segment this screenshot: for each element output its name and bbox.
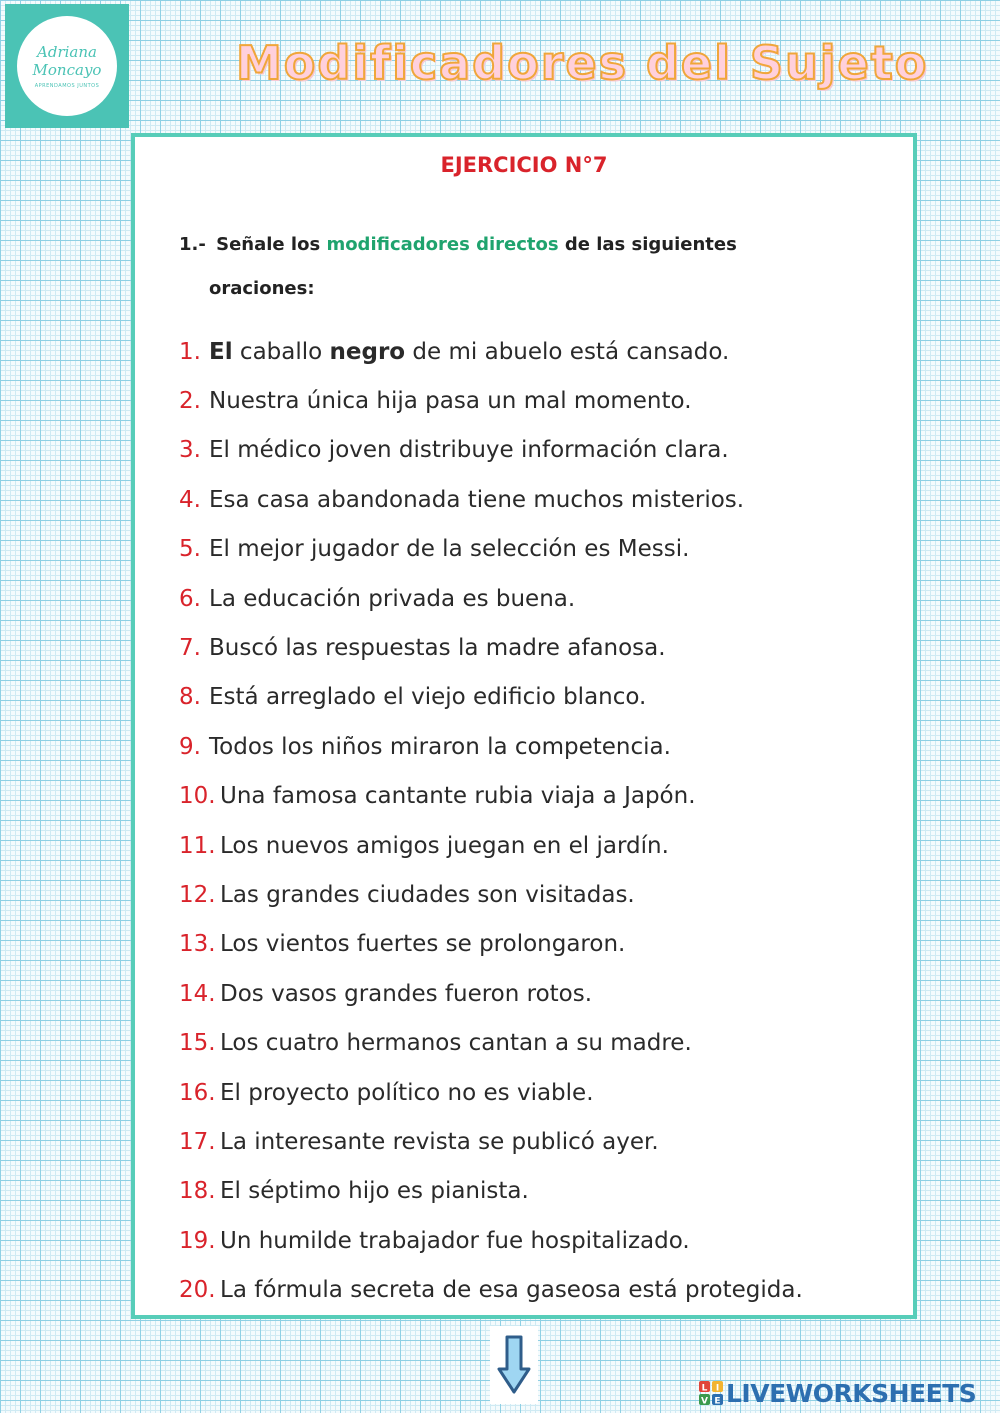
logo-badge bbox=[17, 16, 117, 116]
sentence-16 bbox=[179, 1068, 803, 1117]
sentence-number: 5. bbox=[179, 536, 201, 563]
sentence-text[interactable]: Buscó las respuestas la madre afanosa. bbox=[209, 635, 666, 662]
sentence-text bbox=[209, 339, 729, 365]
sentence-text[interactable]: La educación privada es buena. bbox=[209, 585, 576, 612]
sentence-text[interactable]: Los nuevos amigos juegan en el jardín. bbox=[220, 832, 669, 859]
sentence-text[interactable]: La interesante revista se publicó ayer. bbox=[220, 1128, 659, 1155]
sentence-number: 18. bbox=[179, 1178, 216, 1205]
instruction-part3: oraciones: bbox=[209, 278, 315, 299]
down-arrow-icon bbox=[497, 1335, 531, 1395]
sentence-number: 19. bbox=[179, 1227, 216, 1254]
sentence-2 bbox=[179, 376, 803, 425]
sentence-number: 10. bbox=[179, 783, 216, 810]
sentence-text[interactable]: Los cuatro hermanos cantan a su madre. bbox=[220, 1030, 692, 1057]
marked-word-negro[interactable]: negro bbox=[329, 338, 406, 365]
liveworksheets-brand[interactable] bbox=[698, 1378, 976, 1408]
sentence-number: 4. bbox=[179, 486, 201, 513]
instruction-text bbox=[179, 223, 819, 311]
sentence-number: 8. bbox=[179, 684, 201, 711]
sentence-text[interactable]: Todos los niños miraron la competencia. bbox=[209, 733, 671, 760]
sentence-text[interactable]: Una famosa cantante rubia viaja a Japón. bbox=[220, 783, 696, 810]
logo-name-line2: Moncayo bbox=[32, 61, 102, 79]
sentence-text[interactable]: Nuestra única hija pasa un mal momento. bbox=[209, 388, 692, 415]
instruction-part2: de las siguientes bbox=[564, 234, 737, 255]
sentence-19 bbox=[179, 1216, 803, 1265]
sentence-15 bbox=[179, 1018, 803, 1067]
sentence-14 bbox=[179, 969, 803, 1018]
sentence-number: 14. bbox=[179, 980, 216, 1007]
logo-mark-letter: V bbox=[701, 1396, 708, 1406]
page-title: Modificadores del Sujeto bbox=[236, 36, 929, 90]
sentence-number: 6. bbox=[179, 585, 201, 612]
exercise-heading: EJERCICIO N°7 bbox=[440, 153, 608, 177]
sentence-7 bbox=[179, 623, 803, 672]
sentence-number: 1. bbox=[179, 338, 201, 365]
sentence-text[interactable]: El proyecto político no es viable. bbox=[220, 1079, 594, 1106]
sentence-number: 13. bbox=[179, 931, 216, 958]
instruction-part1: Señale los bbox=[216, 234, 321, 255]
sentence-text[interactable]: Un humilde trabajador fue hospitalizado. bbox=[220, 1227, 690, 1254]
sentence-list bbox=[179, 327, 803, 1315]
logo-name-line1: Adriana bbox=[37, 43, 97, 61]
sentence-text[interactable]: Está arreglado el viejo edificio blanco. bbox=[209, 684, 647, 711]
sentence-text-part[interactable]: caballo bbox=[232, 338, 330, 365]
sentence-8 bbox=[179, 673, 803, 722]
sentence-12 bbox=[179, 870, 803, 919]
sentence-18 bbox=[179, 1167, 803, 1216]
sentence-text[interactable]: Las grandes ciudades son visitadas. bbox=[220, 881, 635, 908]
sentence-text[interactable]: El séptimo hijo es pianista. bbox=[220, 1178, 529, 1205]
sentence-text[interactable]: El mejor jugador de la selección es Messi. bbox=[209, 536, 690, 563]
instruction-highlight: modificadores directos bbox=[326, 234, 559, 255]
sentence-20 bbox=[179, 1265, 803, 1314]
sentence-6 bbox=[179, 574, 803, 623]
sentence-number: 17. bbox=[179, 1128, 216, 1155]
logo-mark-letter: E bbox=[714, 1396, 721, 1406]
sentence-17 bbox=[179, 1117, 803, 1166]
sentence-number: 16. bbox=[179, 1079, 216, 1106]
sentence-11 bbox=[179, 821, 803, 870]
instruction-number: 1.- bbox=[179, 234, 206, 255]
liveworksheets-logo-icon bbox=[698, 1380, 724, 1406]
exercise-card bbox=[131, 133, 917, 1319]
sentence-text[interactable]: Dos vasos grandes fueron rotos. bbox=[220, 980, 593, 1007]
sentence-4 bbox=[179, 475, 803, 524]
logo-mark-letter: L bbox=[701, 1383, 708, 1394]
sentence-3 bbox=[179, 426, 803, 475]
sentence-number: 20. bbox=[179, 1277, 216, 1304]
sentence-number: 2. bbox=[179, 388, 201, 415]
sentence-text[interactable]: Esa casa abandonada tiene muchos misterios. bbox=[209, 486, 745, 513]
author-logo bbox=[5, 4, 129, 128]
sentence-number: 7. bbox=[179, 635, 201, 662]
sentence-number: 12. bbox=[179, 881, 216, 908]
sentence-10 bbox=[179, 772, 803, 821]
logo-tagline: APRENDAMOS JUNTOS bbox=[34, 83, 100, 89]
next-page-button[interactable] bbox=[490, 1326, 538, 1404]
sentence-1 bbox=[179, 327, 803, 376]
sentence-9 bbox=[179, 722, 803, 771]
marked-word-el[interactable]: El bbox=[209, 338, 233, 365]
sentence-13 bbox=[179, 920, 803, 969]
sentence-text[interactable]: Los vientos fuertes se prolongaron. bbox=[220, 931, 626, 958]
sentence-5 bbox=[179, 525, 803, 574]
sentence-number: 9. bbox=[179, 733, 201, 760]
sentence-text[interactable]: El médico joven distribuye información clara. bbox=[209, 437, 729, 464]
brand-name: LIVEWORKSHEETS bbox=[726, 1378, 977, 1408]
sentence-text-part[interactable]: de mi abuelo está cansado. bbox=[405, 338, 730, 365]
logo-mark-letter: I bbox=[715, 1383, 720, 1394]
sentence-number: 3. bbox=[179, 437, 201, 464]
sentence-text[interactable]: La fórmula secreta de esa gaseosa está protegida. bbox=[220, 1277, 803, 1304]
sentence-number: 15. bbox=[179, 1030, 216, 1057]
sentence-number: 11. bbox=[179, 832, 216, 859]
